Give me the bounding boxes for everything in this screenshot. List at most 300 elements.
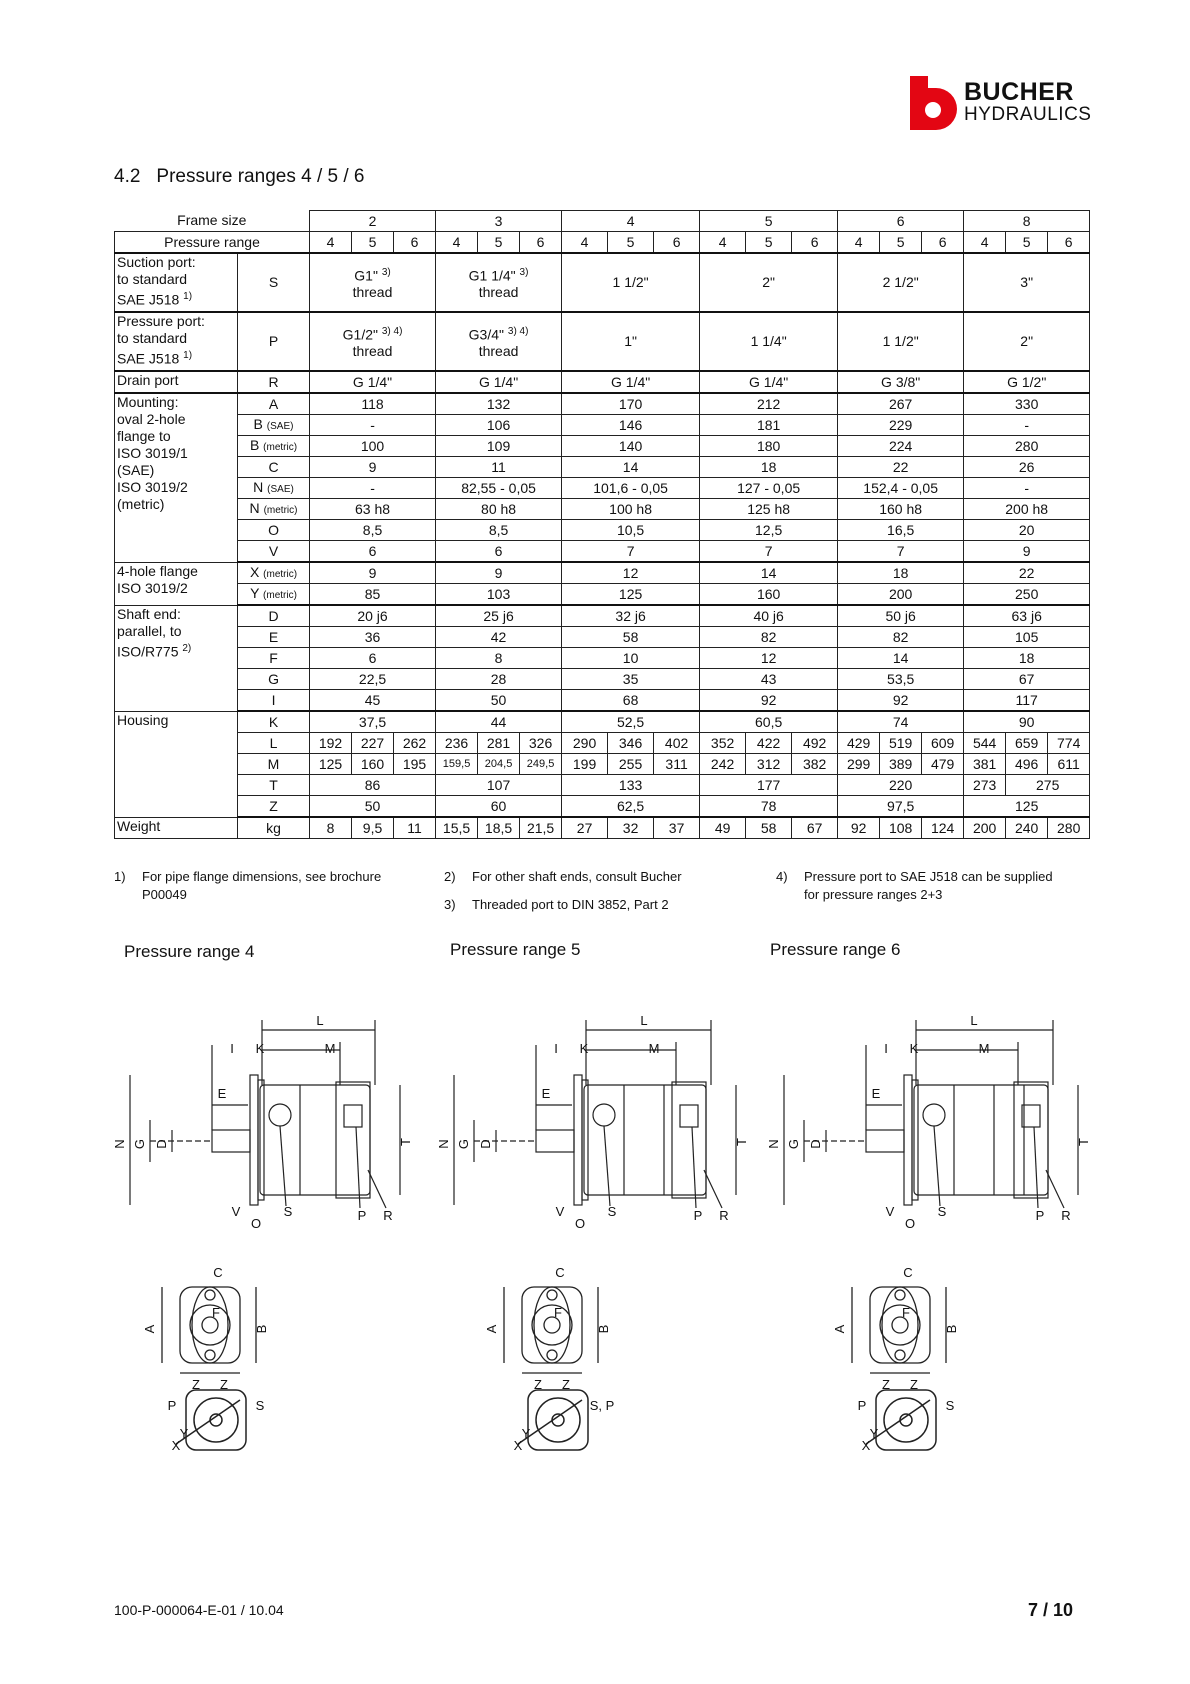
mounting-value: 280 bbox=[964, 436, 1090, 457]
param-code bbox=[238, 648, 310, 669]
dimension-label: X bbox=[513, 1438, 523, 1453]
leader-line bbox=[934, 1126, 940, 1206]
port-size: 3" bbox=[1020, 274, 1034, 290]
pressure-port-value bbox=[436, 312, 562, 371]
front-view bbox=[162, 1287, 256, 1373]
housing-m-value: 160 bbox=[352, 754, 394, 775]
drain-port-value: G 1/4" bbox=[562, 371, 700, 393]
dimension-label: G bbox=[132, 1138, 147, 1150]
note-2 bbox=[444, 868, 682, 886]
suction-port-drawing bbox=[923, 1104, 945, 1126]
housing-k-value: 90 bbox=[964, 711, 1090, 733]
dimension-label: O bbox=[250, 1216, 262, 1231]
port-size: 1 1/2" bbox=[882, 333, 919, 349]
weight-value: 32 bbox=[608, 817, 654, 839]
mounting-value: 118 bbox=[310, 393, 436, 415]
spec-table bbox=[114, 210, 1090, 839]
shaft-value: 14 bbox=[838, 648, 964, 669]
dimension-label: F bbox=[902, 1305, 910, 1320]
side-view bbox=[454, 1020, 736, 1208]
dimension-label: D bbox=[808, 1139, 823, 1149]
group-label-line: to standard bbox=[117, 271, 188, 287]
dimension-label: T bbox=[398, 1138, 413, 1146]
param-code bbox=[238, 541, 310, 563]
housing-l-value: 281 bbox=[478, 733, 520, 754]
param-letter: B bbox=[249, 436, 260, 453]
param-subscript: (SAE) bbox=[266, 420, 294, 432]
mounting-value: 8,5 bbox=[310, 520, 436, 541]
mounting-hole bbox=[205, 1290, 215, 1300]
param-code bbox=[238, 436, 310, 457]
group-label-line: (SAE) bbox=[117, 462, 155, 478]
mounting-value: 8,5 bbox=[436, 520, 562, 541]
param-code bbox=[238, 415, 310, 436]
table-row bbox=[115, 232, 1090, 254]
housing-t-value: 220 bbox=[838, 775, 964, 796]
dimension-label: S bbox=[937, 1204, 947, 1219]
dimension-label: T bbox=[734, 1138, 749, 1146]
group-label-line: parallel, to bbox=[117, 622, 182, 639]
four-hole-value: 9 bbox=[310, 562, 436, 584]
mounting-value: - bbox=[310, 415, 436, 436]
group-label bbox=[115, 605, 238, 711]
group-label-line: SAE J518 bbox=[117, 350, 180, 367]
dimension-label: F bbox=[554, 1305, 562, 1320]
dimension-label: D bbox=[478, 1139, 493, 1149]
mounting-value: 140 bbox=[562, 436, 700, 457]
housing-k-value: 37,5 bbox=[310, 711, 436, 733]
weight-value: 18,5 bbox=[478, 817, 520, 839]
diagram-title-range-5: Pressure range 5 bbox=[450, 940, 581, 959]
mounting-value: - bbox=[310, 478, 436, 499]
weight-value: 49 bbox=[700, 817, 746, 839]
section-heading: Pressure ranges 4 / 5 / 6 bbox=[156, 166, 365, 187]
dimension-label: K bbox=[579, 1041, 589, 1056]
mounting-value: 146 bbox=[562, 415, 700, 436]
dimension-label: Z bbox=[192, 1377, 200, 1392]
port-thread: thread bbox=[352, 343, 393, 360]
dimension-label: G bbox=[786, 1138, 801, 1150]
note-text: For other shaft ends, consult Bucher bbox=[472, 869, 682, 884]
mounting-value: 7 bbox=[562, 541, 700, 563]
group-label: Drain port bbox=[115, 371, 238, 393]
dimension-label: S bbox=[607, 1204, 617, 1219]
note-number: 1) bbox=[114, 869, 126, 884]
dimension-label: I bbox=[230, 1041, 234, 1056]
housing-m-value: 311 bbox=[654, 754, 700, 775]
housing-l-value: 609 bbox=[922, 733, 964, 754]
drain-port-value: G 1/4" bbox=[310, 371, 436, 393]
param-code bbox=[238, 584, 310, 606]
dimension-label: B bbox=[944, 1324, 959, 1334]
front-view bbox=[504, 1287, 598, 1373]
mounting-flange bbox=[904, 1075, 912, 1205]
mounting-value: 109 bbox=[436, 436, 562, 457]
flange-rim bbox=[258, 1080, 264, 1200]
shaft-value: 68 bbox=[562, 690, 700, 712]
leader-line bbox=[368, 1170, 386, 1208]
param-letter: I bbox=[271, 691, 276, 708]
weight-value: 21,5 bbox=[520, 817, 562, 839]
side-view bbox=[784, 1020, 1078, 1208]
housing-m-value: 479 bbox=[922, 754, 964, 775]
suction-port-value bbox=[310, 253, 436, 312]
dimension-label: T bbox=[1076, 1138, 1091, 1146]
pilot-circle bbox=[880, 1305, 920, 1345]
mounting-value: 6 bbox=[436, 541, 562, 563]
note-text: Threaded port to DIN 3852, Part 2 bbox=[472, 897, 669, 912]
note-text: P00049 bbox=[142, 887, 187, 902]
pressure-port-drawing bbox=[680, 1105, 698, 1127]
housing-m-value: 312 bbox=[746, 754, 792, 775]
housing-z-value: 62,5 bbox=[562, 796, 700, 818]
table-row bbox=[115, 499, 1090, 520]
mounting-value: 7 bbox=[700, 541, 838, 563]
rear-view bbox=[518, 1390, 588, 1450]
mounting-value: 63 h8 bbox=[310, 499, 436, 520]
section-number: 4.2 bbox=[114, 166, 141, 187]
shaft-value: 63 j6 bbox=[964, 605, 1090, 627]
rear-circle bbox=[536, 1398, 580, 1442]
shaft-value: 50 bbox=[436, 690, 562, 712]
pressure-port-value bbox=[964, 312, 1090, 371]
group-label-line: Shaft end: bbox=[117, 605, 181, 622]
dimension-label: P bbox=[167, 1398, 177, 1413]
mounting-value: - bbox=[964, 415, 1090, 436]
group-label-line: Mounting: bbox=[117, 394, 179, 410]
param-subscript: (metric) bbox=[263, 441, 298, 453]
dimension-label: M bbox=[648, 1041, 660, 1056]
group-label bbox=[115, 253, 238, 312]
dimension-label: L bbox=[316, 1013, 324, 1028]
dimension-label: A bbox=[142, 1324, 157, 1334]
dimension-label: R bbox=[383, 1208, 393, 1223]
param-letter: C bbox=[268, 458, 279, 475]
pump-drawing-svg bbox=[110, 980, 420, 1453]
table-row bbox=[115, 627, 1090, 648]
mounting-value: 7 bbox=[838, 541, 964, 563]
shaft-value: 43 bbox=[700, 669, 838, 690]
mounting-value: 10,5 bbox=[562, 520, 700, 541]
rear-cover bbox=[336, 1082, 370, 1198]
dimension-label: C bbox=[903, 1265, 913, 1280]
pressure-range-value: 5 bbox=[608, 232, 654, 254]
drain-port-value: G 1/2" bbox=[964, 371, 1090, 393]
frame-size-value: 8 bbox=[964, 211, 1090, 232]
four-hole-value: 22 bbox=[964, 562, 1090, 584]
mounting-value: 20 bbox=[964, 520, 1090, 541]
housing-z-value: 97,5 bbox=[838, 796, 964, 818]
front-housing bbox=[180, 1287, 240, 1363]
mounting-value: 160 h8 bbox=[838, 499, 964, 520]
rear-cover bbox=[1014, 1082, 1048, 1198]
rear-circle bbox=[884, 1398, 928, 1442]
four-hole-value: 12 bbox=[562, 562, 700, 584]
mounting-value: 16,5 bbox=[838, 520, 964, 541]
note-text: Pressure port to SAE J518 can be supplied bbox=[804, 869, 1053, 884]
dimension-label: N bbox=[436, 1139, 451, 1149]
mounting-value: 100 bbox=[310, 436, 436, 457]
mounting-value: 6 bbox=[310, 541, 436, 563]
port-size: 1 1/2" bbox=[612, 274, 649, 290]
weight-value: 280 bbox=[1048, 817, 1090, 839]
dimension-label: P bbox=[1035, 1208, 1045, 1223]
leader-line bbox=[1046, 1170, 1064, 1208]
pressure-port-drawing bbox=[344, 1105, 362, 1127]
frame-size-value: 6 bbox=[838, 211, 964, 232]
param-code: K bbox=[238, 711, 310, 733]
mounting-hole bbox=[895, 1290, 905, 1300]
shaft-value: 67 bbox=[964, 669, 1090, 690]
param-letter: V bbox=[268, 542, 279, 559]
page-number: 7 / 10 bbox=[1028, 1600, 1074, 1620]
brand-logo bbox=[906, 74, 1092, 132]
shaft-value: 50 j6 bbox=[838, 605, 964, 627]
dimension-label: R bbox=[1061, 1208, 1071, 1223]
port-size: G1 1/4" bbox=[468, 267, 516, 284]
footnote-ref: 1) bbox=[183, 291, 193, 302]
port-size: 2 1/2" bbox=[882, 274, 919, 290]
shaft-value: 117 bbox=[964, 690, 1090, 712]
side-view bbox=[130, 1020, 400, 1208]
param-letter: D bbox=[268, 607, 279, 624]
group-label: Housing bbox=[115, 711, 238, 817]
four-hole-value: 160 bbox=[700, 584, 838, 606]
table-row bbox=[115, 415, 1090, 436]
footnote-ref: 3) bbox=[519, 266, 529, 278]
port-size: G1/2" bbox=[342, 326, 378, 343]
pressure-range-value: 5 bbox=[352, 232, 394, 254]
param-letter: N bbox=[253, 478, 264, 495]
four-hole-value: 200 bbox=[838, 584, 964, 606]
table-row bbox=[115, 541, 1090, 563]
housing-l-value: 236 bbox=[436, 733, 478, 754]
housing-k-value: 44 bbox=[436, 711, 562, 733]
dimension-label: V bbox=[231, 1204, 241, 1219]
housing-m-value: 381 bbox=[964, 754, 1006, 775]
param-code bbox=[238, 690, 310, 712]
four-hole-value: 85 bbox=[310, 584, 436, 606]
housing-l-value: 326 bbox=[520, 733, 562, 754]
shaft-value: 6 bbox=[310, 648, 436, 669]
weight-value: 9,5 bbox=[352, 817, 394, 839]
mounting-value: 224 bbox=[838, 436, 964, 457]
leader-line bbox=[704, 1170, 722, 1208]
param-code: S bbox=[238, 253, 310, 312]
footnote-ref: 2) bbox=[182, 642, 192, 654]
dimension-label: Z bbox=[882, 1377, 890, 1392]
shaft-value: 18 bbox=[964, 648, 1090, 669]
suction-port-value bbox=[700, 253, 838, 312]
dimension-label: V bbox=[555, 1204, 565, 1219]
mounting-value: 229 bbox=[838, 415, 964, 436]
shaft-value: 32 j6 bbox=[562, 605, 700, 627]
group-label-line: 4-hole flange bbox=[117, 562, 198, 579]
note-1 bbox=[114, 868, 381, 904]
pump-diagram-range-5 bbox=[434, 980, 749, 1455]
mounting-value: 80 h8 bbox=[436, 499, 562, 520]
weight-value: 37 bbox=[654, 817, 700, 839]
pressure-range-value: 4 bbox=[436, 232, 478, 254]
table-row bbox=[115, 436, 1090, 457]
table-row bbox=[115, 520, 1090, 541]
dimension-label: K bbox=[909, 1041, 919, 1056]
group-label-line: oval 2-hole bbox=[117, 411, 186, 427]
mounting-value: 212 bbox=[700, 393, 838, 415]
housing-m-value: 159,5 bbox=[436, 754, 478, 775]
pump-diagram-range-6 bbox=[764, 980, 1091, 1455]
housing-m-value: 249,5 bbox=[520, 754, 562, 775]
housing-l-value: 192 bbox=[310, 733, 352, 754]
suction-port-drawing bbox=[269, 1104, 291, 1126]
housing-t-value: 177 bbox=[700, 775, 838, 796]
leader-line bbox=[1034, 1127, 1038, 1208]
pump-housing bbox=[584, 1085, 706, 1195]
pressure-range-value: 4 bbox=[964, 232, 1006, 254]
group-label-line: ISO 3019/2 bbox=[117, 479, 188, 495]
suction-port-value bbox=[436, 253, 562, 312]
housing-l-value: 346 bbox=[608, 733, 654, 754]
shaft-value: 42 bbox=[436, 627, 562, 648]
table-row bbox=[115, 211, 1090, 232]
frame-size-header: Frame size bbox=[115, 211, 310, 232]
dimension-label: A bbox=[484, 1324, 499, 1334]
housing-z-value: 60 bbox=[436, 796, 562, 818]
mounting-flange bbox=[574, 1075, 582, 1205]
pump-diagram-range-4 bbox=[110, 980, 420, 1455]
port-size: 2" bbox=[762, 274, 775, 290]
dimension-label: N bbox=[112, 1139, 127, 1149]
note-text: For pipe flange dimensions, see brochure bbox=[142, 869, 382, 884]
port-thread: thread bbox=[478, 284, 519, 301]
shaft-value: 12 bbox=[700, 648, 838, 669]
weight-value: 124 bbox=[922, 817, 964, 839]
param-subscript: (SAE) bbox=[267, 483, 294, 495]
rear-cover bbox=[672, 1082, 706, 1198]
table-row bbox=[115, 733, 1090, 754]
mounting-value: 101,6 - 0,05 bbox=[562, 478, 700, 499]
group-label bbox=[115, 562, 238, 605]
pressure-range-value: 6 bbox=[1048, 232, 1090, 254]
front-housing bbox=[870, 1287, 930, 1363]
section-title bbox=[114, 166, 364, 188]
housing-l-value: 422 bbox=[746, 733, 792, 754]
mounting-value: 22 bbox=[838, 457, 964, 478]
pressure-port-value bbox=[700, 312, 838, 371]
mounting-flange bbox=[250, 1075, 258, 1205]
param-code: P bbox=[238, 312, 310, 371]
shaft-value: 105 bbox=[964, 627, 1090, 648]
dimension-label: E bbox=[217, 1086, 227, 1101]
pressure-range-value: 5 bbox=[478, 232, 520, 254]
dimension-label: G bbox=[456, 1138, 471, 1150]
shaft-value: 36 bbox=[310, 627, 436, 648]
group-label-line: ISO 3019/2 bbox=[117, 579, 188, 596]
dimension-label: Y bbox=[521, 1426, 531, 1441]
pressure-range-value: 6 bbox=[520, 232, 562, 254]
dimension-label: K bbox=[255, 1041, 265, 1056]
dimension-label: M bbox=[324, 1041, 336, 1056]
param-code bbox=[238, 478, 310, 499]
mounting-hole bbox=[547, 1290, 557, 1300]
pressure-range-value: 4 bbox=[700, 232, 746, 254]
shaft-drawing bbox=[536, 1130, 574, 1152]
param-letter: A bbox=[268, 395, 279, 412]
mounting-value: 152,4 - 0,05 bbox=[838, 478, 964, 499]
param-code: R bbox=[238, 371, 310, 393]
param-letter: B bbox=[253, 415, 263, 432]
housing-m-value: 195 bbox=[394, 754, 436, 775]
dimension-label: S bbox=[945, 1398, 955, 1413]
four-hole-value: 9 bbox=[436, 562, 562, 584]
footnote-ref: 1) bbox=[183, 350, 193, 361]
table-row bbox=[115, 584, 1090, 606]
dimension-label: I bbox=[884, 1041, 888, 1056]
weight-value: 200 bbox=[964, 817, 1006, 839]
mounting-value: 267 bbox=[838, 393, 964, 415]
mounting-value: 170 bbox=[562, 393, 700, 415]
table-row bbox=[115, 457, 1090, 478]
pressure-range-value: 6 bbox=[394, 232, 436, 254]
housing-l-value: 429 bbox=[838, 733, 880, 754]
port-size: 1" bbox=[624, 333, 637, 349]
group-label-line: to standard bbox=[117, 330, 188, 346]
pressure-port-value bbox=[838, 312, 964, 371]
footnote-ref: 3) 4) bbox=[381, 325, 403, 337]
param-code bbox=[238, 627, 310, 648]
mounting-value: 12,5 bbox=[700, 520, 838, 541]
mounting-value: 132 bbox=[436, 393, 562, 415]
rear-housing bbox=[528, 1390, 588, 1450]
housing-m-value: 199 bbox=[562, 754, 608, 775]
note-number: 4) bbox=[776, 869, 788, 884]
pump-drawing-svg bbox=[434, 980, 749, 1453]
shaft-value: 28 bbox=[436, 669, 562, 690]
port-thread: thread bbox=[478, 343, 519, 360]
dimension-label: I bbox=[554, 1041, 558, 1056]
table-row bbox=[115, 312, 1090, 371]
param-code bbox=[238, 605, 310, 627]
housing-k-value: 74 bbox=[838, 711, 964, 733]
dimension-label: B bbox=[596, 1324, 611, 1334]
pump-housing bbox=[914, 1085, 1048, 1195]
housing-m-value: 299 bbox=[838, 754, 880, 775]
front-housing bbox=[522, 1287, 582, 1363]
pressure-range-value: 4 bbox=[310, 232, 352, 254]
pressure-port-value bbox=[562, 312, 700, 371]
four-hole-value: 250 bbox=[964, 584, 1090, 606]
housing-m-value: 242 bbox=[700, 754, 746, 775]
weight-value: 67 bbox=[792, 817, 838, 839]
weight-value: 108 bbox=[880, 817, 922, 839]
document-id: 100-P-000064-E-01 / 10.04 bbox=[114, 1602, 284, 1618]
weight-value: 92 bbox=[838, 817, 880, 839]
housing-l-value: 352 bbox=[700, 733, 746, 754]
dimension-label: Y bbox=[179, 1426, 189, 1441]
port-size: 1 1/4" bbox=[750, 333, 787, 349]
group-label-line: flange to bbox=[117, 428, 171, 444]
frame-size-value: 3 bbox=[436, 211, 562, 232]
pressure-range-value: 5 bbox=[746, 232, 792, 254]
dimension-label: Z bbox=[562, 1377, 570, 1392]
rear-housing bbox=[186, 1390, 246, 1450]
housing-z-value: 78 bbox=[700, 796, 838, 818]
param-code bbox=[238, 669, 310, 690]
leader-line bbox=[356, 1127, 360, 1208]
dimension-label: O bbox=[904, 1216, 916, 1231]
dimension-label: Z bbox=[220, 1377, 228, 1392]
shaft-value: 35 bbox=[562, 669, 700, 690]
